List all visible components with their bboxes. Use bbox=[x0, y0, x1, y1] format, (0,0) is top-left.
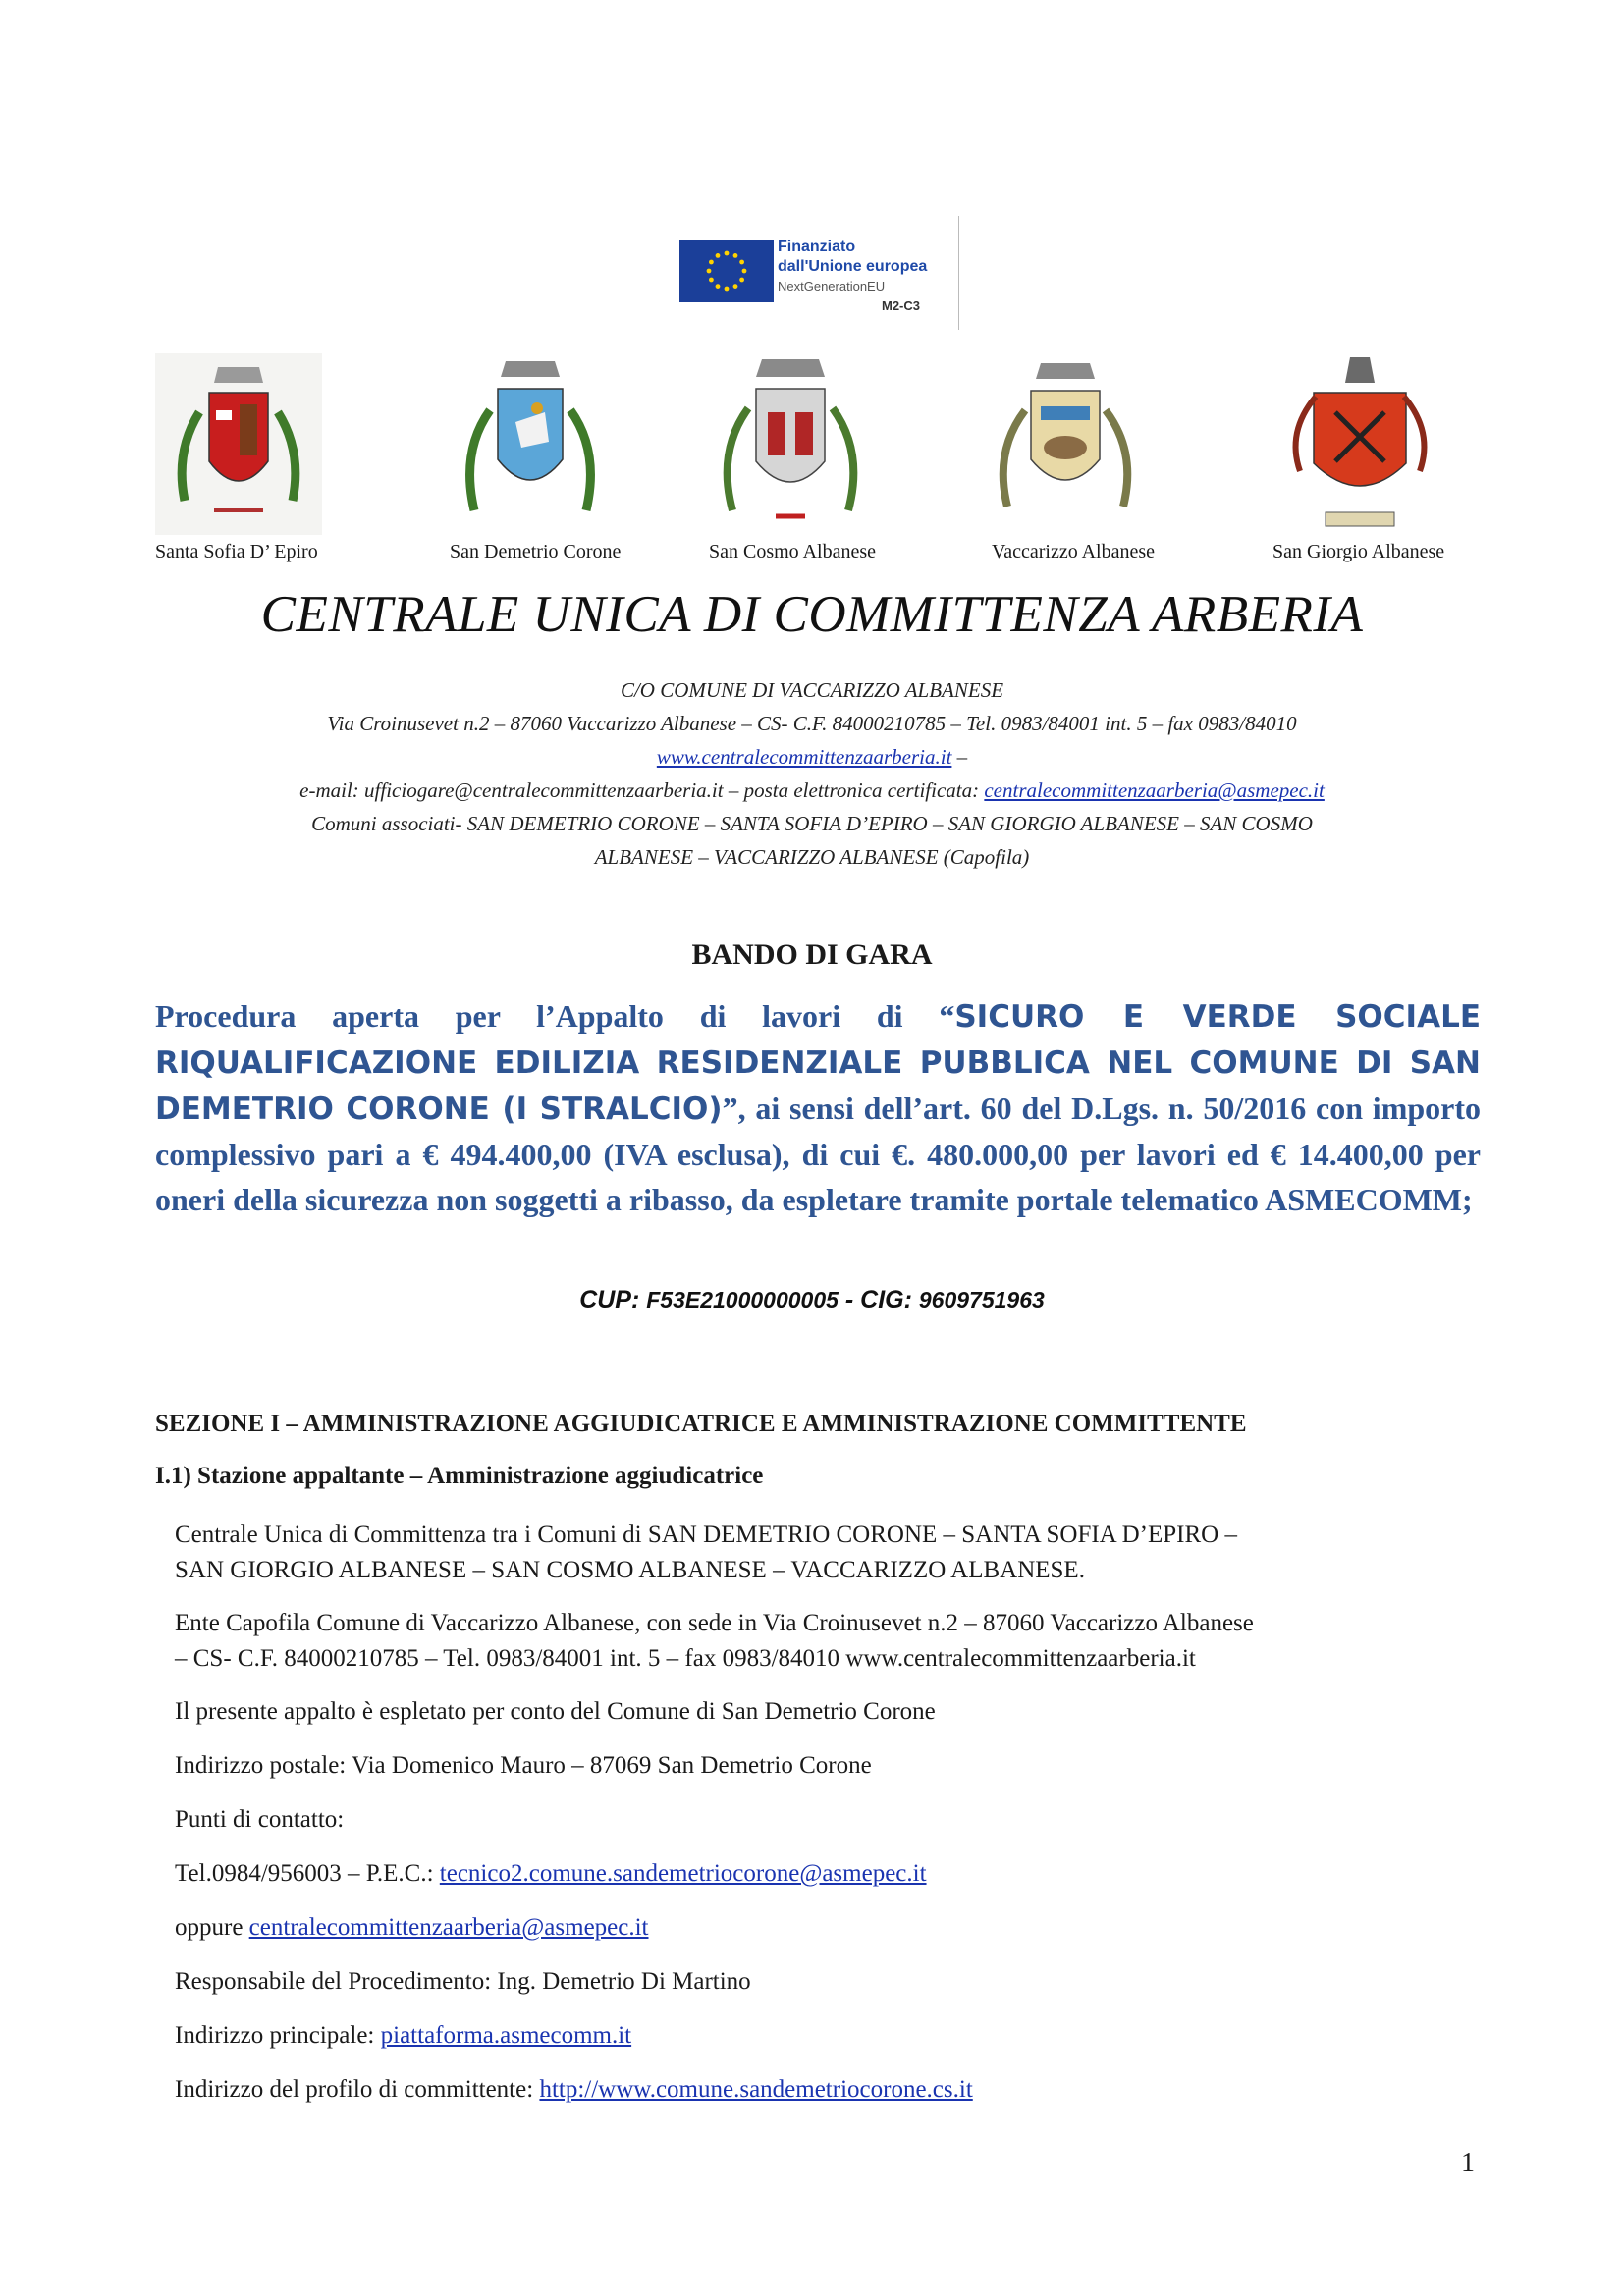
crest-san-cosmo-icon bbox=[707, 353, 874, 535]
paragraph-ente-line2: – CS- C.F. 84000210785 – Tel. 0983/84001 int. 5 – fax 0983/84010 www.centralecommittenzaarberia.it bbox=[175, 1645, 1196, 1672]
paragraph-oppure bbox=[175, 1910, 1481, 1946]
tel-pec-label: Tel.0984/956003 – P.E.C.: bbox=[175, 1860, 440, 1887]
crest-vaccarizzo-icon bbox=[982, 353, 1149, 535]
crest-santa-sofia-icon bbox=[155, 353, 322, 535]
indirizzo-principale-label: Indirizzo principale: bbox=[175, 2022, 381, 2049]
eu-banner-code: M2-C3 bbox=[882, 298, 921, 313]
header-website-line bbox=[0, 744, 1624, 770]
cup-cig-separator: - bbox=[838, 1286, 861, 1313]
cig-label: CIG: bbox=[860, 1286, 919, 1313]
crest-label-vaccarizzo: Vaccarizzo Albanese bbox=[992, 541, 1156, 562]
paragraph-profilo-committente bbox=[175, 2072, 1481, 2108]
header-line-5: Comuni associati- SAN DEMETRIO CORONE – SANTA SOFIA D’EPIRO – SAN GIORGIO ALBANESE – SAN COSMO bbox=[311, 812, 1313, 835]
paragraph-punti-contatto: Punti di contatto: bbox=[175, 1806, 345, 1833]
procedure-project-name: SICURO E VERDE SOCIALE RIQUALIFICAZIONE EDILIZIA RESIDENZIALE PUBBLICA NEL COMUNE DI SAN DEMETRIO CORONE (I STRALCIO) bbox=[155, 999, 1481, 1127]
oppure-label: oppure bbox=[175, 1914, 249, 1941]
header-line-1: C/O COMUNE DI VACCARIZZO ALBANESE bbox=[620, 678, 1004, 702]
header-website-link[interactable]: www.centralecommittenzaarberia.it bbox=[656, 745, 952, 769]
header-website-suffix: – bbox=[951, 745, 968, 769]
procedure-text-c: ”, ai sensi dell’art. 60 del D.Lgs. n. 50/2016 con importo complessivo pari a € 494.400,00 (IVA esclusa), di cui €. 480.000,00 per lavori ed € 14.400,00 per oneri della sicurezza non soggetti a ribasso, da espletare tramite portale telematico ASMECOMM; bbox=[155, 1091, 1482, 1217]
cup-label: CUP: bbox=[579, 1286, 647, 1313]
paragraph-appalto: Il presente appalto è espletato per conto del Comune di San Demetrio Corone bbox=[175, 1698, 936, 1725]
header-email-text: e-mail: ufficiogare@centralecommittenzaarberia.it – posta elettronica certificata: bbox=[299, 778, 985, 802]
header-email-line bbox=[0, 777, 1624, 803]
organization-title: CENTRALE UNICA DI COMMITTENZA ARBERIA bbox=[260, 586, 1364, 643]
pec-cuc-link[interactable]: centralecommittenzaarberia@asmepec.it bbox=[248, 1914, 649, 1941]
crest-label-san-giorgio: San Giorgio Albanese bbox=[1272, 541, 1445, 562]
eu-banner-line2: dall'Unione europea bbox=[778, 258, 928, 275]
paragraph-cuc-line1: Centrale Unica di Committenza tra i Comuni di SAN DEMETRIO CORONE – SANTA SOFIA D’EPIRO – bbox=[175, 1522, 1237, 1548]
section-1-1-title: I.1) Stazione appaltante – Amministrazione aggiudicatrice bbox=[155, 1463, 764, 1489]
crest-label-san-cosmo: San Cosmo Albanese bbox=[709, 541, 876, 562]
procedure-description bbox=[155, 993, 1481, 1222]
crest-label-santa-sofia: Santa Sofia D’ Epiro bbox=[155, 541, 318, 562]
eu-banner-divider bbox=[958, 216, 959, 330]
section-1-title: SEZIONE I – AMMINISTRAZIONE AGGIUDICATRICE E AMMINISTRAZIONE COMMITTENTE bbox=[155, 1411, 1247, 1437]
pec-tecnico-link[interactable]: tecnico2.comune.sandemetriocorone@asmepec.it bbox=[439, 1860, 927, 1887]
cup-value: F53E21000000005 bbox=[646, 1287, 839, 1312]
paragraph-cuc bbox=[175, 1518, 1481, 1588]
paragraph-responsabile: Responsabile del Procedimento: Ing. Demetrio Di Martino bbox=[175, 1968, 751, 1995]
cig-value: 9609751963 bbox=[918, 1287, 1045, 1312]
paragraph-indirizzo-postale: Indirizzo postale: Via Domenico Mauro – 87069 San Demetrio Corone bbox=[175, 1752, 872, 1779]
profilo-committente-link[interactable]: http://www.comune.sandemetriocorone.cs.it bbox=[539, 2076, 973, 2103]
paragraph-indirizzo-principale bbox=[175, 2018, 1481, 2054]
page-number: 1 bbox=[1461, 2148, 1475, 2178]
header-line-2: Via Croinusevet n.2 – 87060 Vaccarizzo Albanese – CS- C.F. 84000210785 – Tel. 0983/84001 int. 5 – fax 0983/84010 bbox=[327, 712, 1297, 735]
crest-san-giorgio-icon bbox=[1276, 353, 1443, 535]
crest-san-demetrio-icon bbox=[447, 353, 614, 535]
eu-funding-banner bbox=[679, 216, 960, 330]
paragraph-cuc-line2: SAN GIORGIO ALBANESE – SAN COSMO ALBANESE – VACCARIZZO ALBANESE. bbox=[175, 1557, 1085, 1583]
header-line-6: ALBANESE – VACCARIZZO ALBANESE (Capofila) bbox=[594, 845, 1030, 869]
header-pec-link[interactable]: centralecommittenzaarberia@asmepec.it bbox=[984, 778, 1325, 802]
profilo-committente-label: Indirizzo del profilo di committente: bbox=[175, 2076, 540, 2103]
paragraph-ente-capofila bbox=[175, 1606, 1481, 1677]
paragraph-ente-line1: Ente Capofila Comune di Vaccarizzo Albanese, con sede in Via Croinusevet n.2 – 87060 Vaccarizzo Albanese bbox=[175, 1610, 1254, 1636]
cup-cig-line bbox=[0, 1286, 1624, 1314]
bando-title: BANDO DI GARA bbox=[691, 938, 933, 971]
eu-banner-line1: Finanziato bbox=[778, 239, 856, 255]
paragraph-tel-pec bbox=[175, 1856, 1481, 1892]
piattaforma-link[interactable]: piattaforma.asmecomm.it bbox=[380, 2022, 632, 2049]
procedure-text-a: Procedura aperta per l’Appalto di lavori di “ bbox=[155, 998, 955, 1034]
eu-flag-icon bbox=[679, 240, 774, 302]
eu-banner-line3: NextGenerationEU bbox=[778, 279, 886, 294]
crest-label-san-demetrio: San Demetrio Corone bbox=[450, 541, 622, 562]
